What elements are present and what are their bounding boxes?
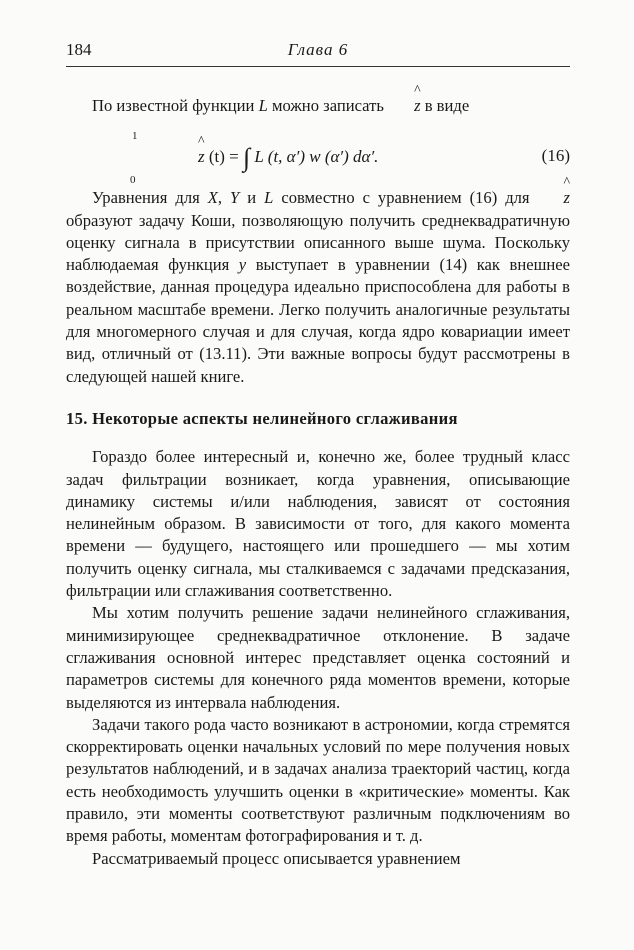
equation-number: (16) [541,146,570,166]
integral-sign: ∫ [243,143,251,173]
page-number: 184 [66,40,92,59]
intro-text-b: можно записать [267,96,389,115]
equation-16 [66,127,570,187]
paragraph-1 [66,187,570,388]
p1-s1: Уравнения для [92,188,208,208]
body-text [66,95,570,870]
var-z-hat-2: ^ z [538,187,570,209]
integrand: L (t, α′) w (α′) dα′. [254,147,379,167]
integral-upper-limit: 1 [132,130,138,143]
chapter-title: Глава 6 [287,40,349,59]
integral-lower-limit: 0 [130,174,136,187]
paragraph-2: Гораздо более интересный и, конечно же, более трудный класс задач фильтрации возникает, когда уравнения, описывающие динамику системы и/или наблюдения, зависят от состояния нелинейным образом. В зависимости от того, для какого момента времени — будущего, настоящего или прошедшего — мы хотим получить оценку сигнала, мы сталкиваемся с задачами предсказания, фильтрации или сглаживания соответственно. [66,447,570,601]
running-header [66,40,570,64]
p1-s3: и [239,188,265,208]
intro-text-a: По известной функции [92,96,259,115]
paragraph-5: Рассматриваемый процесс описывается уравнением [92,848,461,868]
var-X: X [207,188,218,208]
p1-s5: образуют задачу Коши, позволяющую получить среднеквадратичную оценку сигнала в присутствии описанного выше шума. Поскольку наблюдаемая функция [66,210,570,275]
var-L-2: L [264,188,274,208]
p1-s6: выступает в уравнении (14) как внешнее воздействие, данная процедура идеально приспособлена для работы в реальном масштабе времени. Легко получить аналогичные результаты для многомерного случая и для случая, когда ядро ковариации имеет вид, отличный от (13.11). Эти важные вопросы будут рассмотрены в следующей нашей книге. [66,255,570,386]
intro-paragraph [66,95,570,117]
var-L: L [258,96,268,115]
var-z-hat: ^ z [388,95,420,117]
lhs-z-hat: ^ z [198,146,205,168]
header-rule [66,66,570,67]
equation-expression [198,143,379,173]
p1-s4: совместно с уравнением (16) для [273,188,538,208]
var-Y: Y [230,188,240,208]
p1-s2: , [217,188,231,208]
intro-text-c: в виде [420,96,470,115]
paragraph-3: Мы хотим получить решение задачи нелинейного сглаживания, минимизирующее среднеквадратичное отклонение. В задаче сглаживания основной интерес представляет оценка состояний и параметров системы для конечного ряда моментов времени, которые выделяются из интервала наблюдения. [66,603,570,712]
section-heading: 15. Некоторые аспекты нелинейного сглаживания [66,408,458,428]
lhs-rest: (t) = [208,147,239,167]
var-y: y [238,255,247,275]
paragraph-4: Задачи такого рода часто возникают в астрономии, когда стремятся скорректировать оценки начальных условий по мере получения новых результатов наблюдений, и в задачах анализа траекторий частиц, когда есть необходимость улучшить оценки в «критические» моменты. Как правило, эти моменты соответствуют различным подключениям во время работы, моментам фотографирования и т. д. [66,714,570,846]
